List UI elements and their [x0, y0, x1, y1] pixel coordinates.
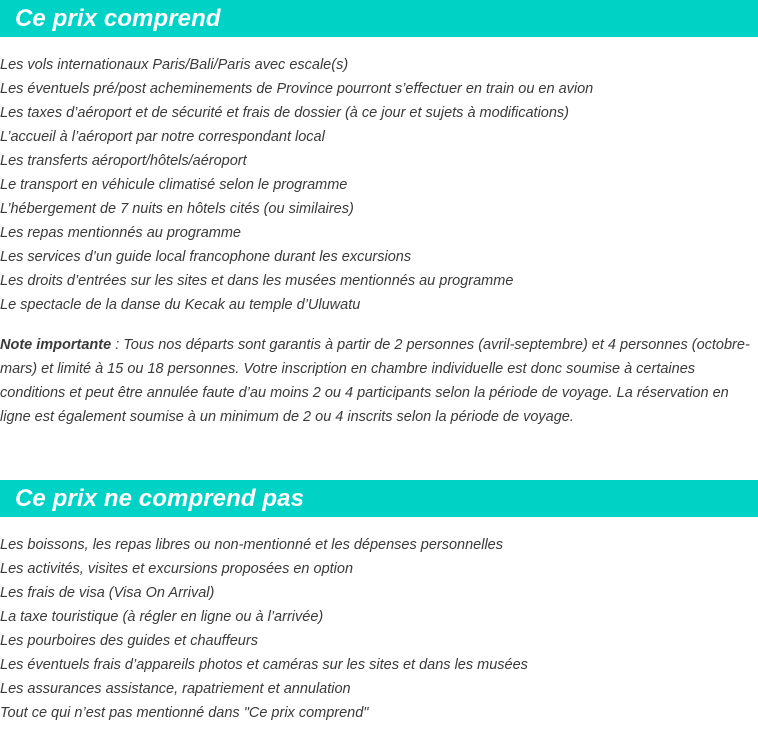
- included-item: Les droits d’entrées sur les sites et dans les musées mentionnés au programme: [0, 273, 514, 289]
- important-note: [0, 333, 758, 429]
- included-item: Le spectacle de la danse du Kecak au temple d’Uluwatu: [0, 297, 361, 313]
- important-note-text: : Tous nos départs sont garantis à partir de 2 personnes (avril-septembre) et 4 personnes (octobre-mars) et limité à 15 ou 18 personnes. Votre inscription en chambre individuelle est donc soumise à certaines conditions et peut être annulée faute d’au moins 2 ou 4 participants selon la période de voyage. La réservation en ligne est également soumise à un minimum de 2 ou 4 inscrits selon la période de voyage.: [0, 337, 750, 425]
- important-note-label: Note importante: [0, 337, 112, 353]
- included-item: Les éventuels pré/post acheminements de Province pourront s’effectuer en train ou en avion: [0, 81, 594, 97]
- included-item: L’hébergement de 7 nuits en hôtels cités (ou similaires): [0, 201, 354, 217]
- included-item: Le transport en véhicule climatisé selon le programme: [0, 177, 348, 193]
- included-section-header: [0, 0, 758, 37]
- excluded-item: La taxe touristique (à régler en ligne ou à l’arrivée): [0, 609, 324, 625]
- included-item: Les vols internationaux Paris/Bali/Paris avec escale(s): [0, 57, 349, 73]
- excluded-item: Les boissons, les repas libres ou non-mentionné et les dépenses personnelles: [0, 537, 503, 553]
- excluded-item: Tout ce qui n’est pas mentionné dans "Ce prix comprend": [0, 705, 369, 721]
- excluded-list: [0, 533, 758, 725]
- included-section-title: Ce prix comprend: [15, 5, 221, 32]
- included-list: [0, 53, 758, 317]
- excluded-section-title: Ce prix ne comprend pas: [15, 485, 305, 512]
- excluded-item: Les éventuels frais d’appareils photos et caméras sur les sites et dans les musées: [0, 657, 528, 673]
- excluded-section-header: [0, 480, 758, 517]
- excluded-item: Les pourboires des guides et chauffeurs: [0, 633, 258, 649]
- included-item: Les taxes d’aéroport et de sécurité et frais de dossier (à ce jour et sujets à modifications): [0, 105, 570, 121]
- included-item: Les repas mentionnés au programme: [0, 225, 241, 241]
- excluded-item: Les assurances assistance, rapatriement et annulation: [0, 681, 351, 697]
- included-item: L’accueil à l’aéroport par notre correspondant local: [0, 129, 325, 145]
- excluded-item: Les frais de visa (Visa On Arrival): [0, 585, 215, 601]
- excluded-item: Les activités, visites et excursions proposées en option: [0, 561, 354, 577]
- included-item: Les services d’un guide local francophone durant les excursions: [0, 249, 412, 265]
- included-item: Les transferts aéroport/hôtels/aéroport: [0, 153, 247, 169]
